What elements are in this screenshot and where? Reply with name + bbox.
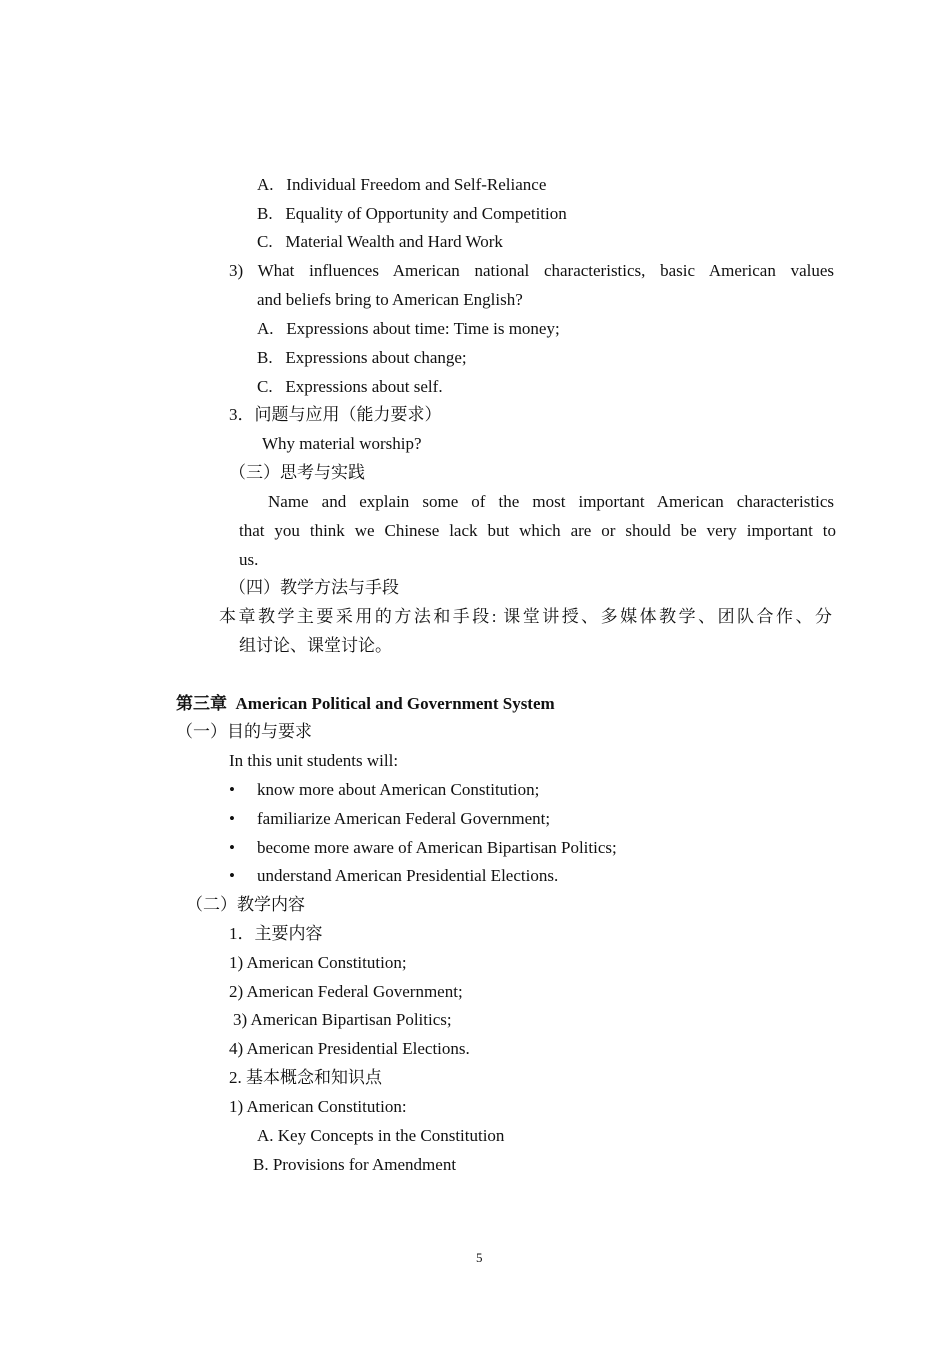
option-c-self: C. Expressions about self. [257, 377, 443, 396]
main-content-heading: 1．主要内容 [229, 924, 323, 943]
main-content-item: 2) American Federal Government; [229, 982, 463, 1001]
teaching-method-line2: 组讨论、课堂讨论。 [239, 636, 392, 655]
question-3-line1: 3) What influences American national characteristics, basic American values [229, 261, 834, 280]
think-paragraph-line3: us. [239, 550, 259, 569]
option-b-equality: B. Equality of Opportunity and Competition [257, 204, 567, 223]
bullet-item: understand American Presidential Elections. [257, 866, 559, 885]
concepts-sub-b: B. Provisions for Amendment [253, 1155, 457, 1174]
goals-heading: （一）目的与要求 [176, 722, 312, 741]
concepts-item: 1) American Constitution: [229, 1097, 407, 1116]
section-3-heading: 3．问题与应用（能力要求） [229, 405, 442, 424]
bullet-icon: • [229, 838, 235, 857]
main-content-item: 4) American Presidential Elections. [229, 1039, 470, 1058]
chapter-number: 第三章 [176, 694, 227, 713]
teaching-method-heading: （四）教学方法与手段 [229, 578, 399, 597]
concepts-sub-a: A. Key Concepts in the Constitution [257, 1126, 505, 1145]
option-b-change: B. Expressions about change; [257, 348, 467, 367]
option-c-wealth: C. Material Wealth and Hard Work [257, 232, 503, 251]
chapter-title: American Political and Government System [235, 694, 555, 713]
think-practice-heading: （三）思考与实践 [229, 463, 365, 482]
bullet-item: know more about American Constitution; [257, 780, 540, 799]
question-3-line2: and beliefs bring to American English? [257, 290, 523, 309]
main-content-item: 3) American Bipartisan Politics; [233, 1010, 452, 1029]
option-a-freedom: A. Individual Freedom and Self-Reliance [257, 175, 547, 194]
chapter-heading [176, 694, 555, 714]
bullet-icon: • [229, 866, 235, 885]
unit-intro: In this unit students will: [229, 751, 399, 770]
why-material-worship: Why material worship? [262, 434, 422, 453]
page-number: 5 [476, 1250, 483, 1265]
bullet-item: familiarize American Federal Government; [257, 809, 551, 828]
option-a-time: A. Expressions about time: Time is money; [257, 319, 560, 338]
think-paragraph-line2: that you think we Chinese lack but which are or should be very important to [239, 521, 836, 540]
concepts-heading: 2. 基本概念和知识点 [229, 1068, 382, 1087]
bullet-item: become more aware of American Bipartisan Politics; [257, 838, 617, 857]
content-heading: （二）教学内容 [186, 895, 305, 914]
main-content-item: 1) American Constitution; [229, 953, 407, 972]
think-paragraph-line1: Name and explain some of the most important American characteristics [268, 492, 834, 511]
bullet-icon: • [229, 809, 235, 828]
teaching-method-line1: 本章教学主要采用的方法和手段: 课堂讲授、多媒体教学、团队合作、分 [219, 607, 832, 626]
bullet-icon: • [229, 780, 235, 799]
